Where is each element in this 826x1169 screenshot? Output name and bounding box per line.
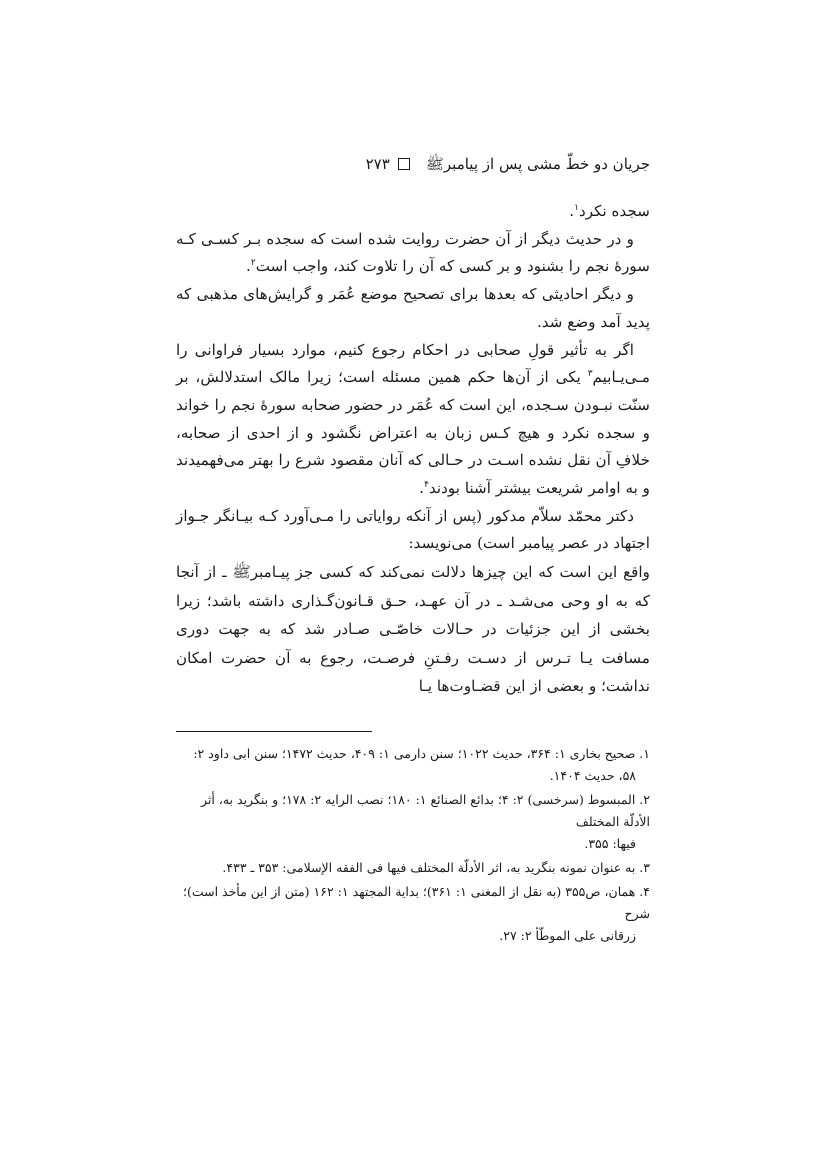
book-page <box>176 150 650 943</box>
footnote-3: ۳. به عنوان نمونه بنگرید به، اثر الأدلّة المختلف فیها فی الفقه الإسلامی: ۳۵۳ ـ ۴۳۳. <box>222 860 650 875</box>
header-title: جریان دو خطّ مشی پس از پیامبرﷺ <box>425 155 650 173</box>
main-text <box>176 198 650 701</box>
paragraph-3: و دیگر احادیثی که بعدها برای تصحیح موضع عُمَر و گرایش‌های مذهبی که پدید آمد وضع شد. <box>176 285 650 331</box>
footnote-divider <box>176 731 372 732</box>
footnote-ref-3: ۳ <box>587 369 593 380</box>
footnotes <box>176 743 650 949</box>
block-quote: واقع این است که این چیزها دلالت نمی‌کند که کسی جز پیـامبرﷺ ـ از آنجا که به او وحی می‌شـد ـ در آن عهـد، حـق قـانون‌گـذاری داشته باشد؛ زیرا بخشی از این جزئیات در حـالات خاصّـی صـادر شد که به جهت دوری مسافت یـا تـرس از دسـت رفـتنِ فرصـت، رجوع به آن حضرت امکان نداشت؛ و بعضی از این قضـاوت‌ها یـا <box>176 563 650 696</box>
footnote-ref-2: ۲ <box>250 258 256 269</box>
paragraph-4: اگر به تأثیر قولِ صحابی در احکام رجوع کنیم، موارد بسیار فراوانی را مـی‌یـابیم$^۳$ یکی از آن‌ها حکم همین مسئله است؛ زیرا مالک استدلالش، بر سنّت نبـودن سـجده، این است که عُمَر در حضور صحابه سورۀ نجم را خواند و سجده نکرد و هیچ کـس زبان به اعتراض نگشود و از احدی از صحابه، خلافِ آن نقل نشده اسـت در حـالی که آنان مقصود شرع را بهتر می‌فهمیدند و به اوامر شریعت بیشتر آشنا بودند$^۴$. <box>176 340 650 498</box>
paragraph-2: و در حدیث دیگر از آن حضرت روایت شده است که سجده بـر کسـی کـه سورۀ نجم را بشنود و بر کسی که آن را تلاوت کند، واجب است$^۲$. <box>176 229 650 276</box>
footnote-1: ۱. صحیح بخاری ۱: ۳۶۴، حدیث ۱۰۲۲؛ سنن دارمی ۱: ۴۰۹، حدیث ۱۴۷۲؛ سنن ابی داود ۲: ۵۸، حدیث ۱۴۰۴. <box>193 746 650 783</box>
running-header <box>176 150 650 178</box>
paragraph-1: سجده نکرد$^۱$. <box>569 202 650 220</box>
page-number: ۲۷۳ <box>365 155 390 173</box>
footnote-2: ۲. المبسوط (سرخسی) ۲: ۴؛ بدائع الصنائع ۱: ۱۸۰؛ نصب الرایه ۲: ۱۷۸؛ و بنگرید به، أثر الأدلّة المختلف فیها: ۳۵۵. <box>201 792 650 851</box>
square-box-icon <box>398 158 410 170</box>
footnote-ref-1: ۱ <box>574 202 579 213</box>
footnote-ref-4: ۴ <box>424 479 429 490</box>
paragraph-5: دکتر محمّد سلاّم مدکور (پس از آنکه روایاتی را مـی‌آورد کـه بیـانگر جـواز اجتهاد در عصر پیامبر است) می‌نویسد: <box>176 506 650 553</box>
footnote-4: ۴. همان، ص۳۵۵ (به نقل از المغنی ۱: ۳۶۱)؛ بدایة المجتهد ۱: ۱۶۲ (متن از این مأخذ است)؛ شرح زرقانی علی الموطّأ ۲: ۲۷. <box>182 884 650 943</box>
